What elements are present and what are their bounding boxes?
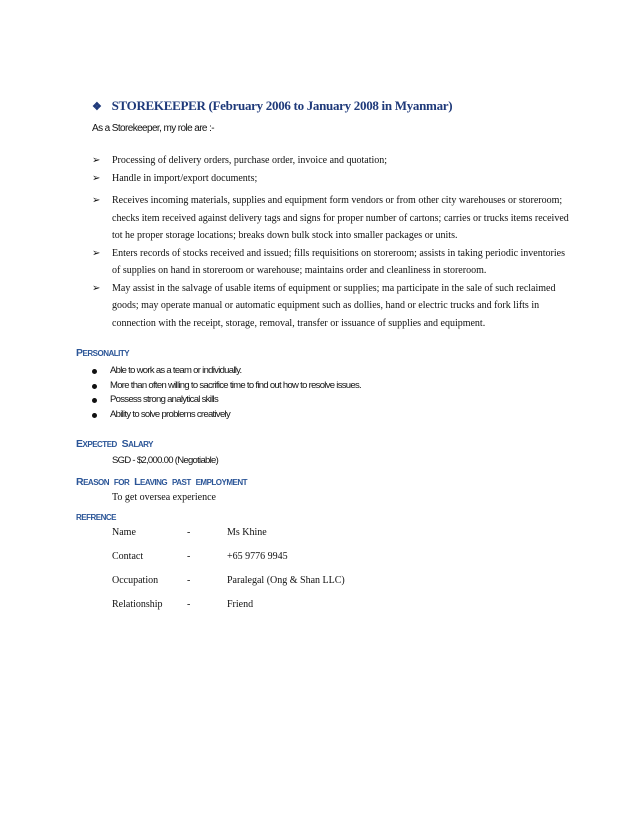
reason-value: To get oversea experience (112, 492, 216, 503)
list-item (92, 192, 572, 245)
reason-heading: REASON FOR LEAVING PAST EMPLOYMENT (76, 476, 248, 488)
reference-value: Ms Khine (227, 527, 267, 538)
duty-text: Handle in import/export documents; (112, 172, 258, 184)
arrowhead-bullet-icon: ➢ (92, 195, 101, 206)
list-item: Ability to solve problems creatively (92, 408, 361, 423)
reference-value: +65 9776 9945 (227, 551, 288, 562)
duty-text: May assist in the salvage of usable items of equipment or supplies; ma participate in the sale of such reclaimed goods; may operate manual or automatic equipment such as dollies, hand or electric trucks and fork lifts in connection with the receipt, storage, removal, transfer or issuance of supplies and equipment. (112, 282, 556, 329)
duties-list (92, 152, 572, 332)
reference-dash: - (187, 551, 191, 562)
personality-list (92, 364, 361, 422)
personality-heading: PERSONALITY (76, 347, 130, 359)
job-title (92, 98, 452, 114)
list-item: Possess strong analytical skills (92, 393, 361, 408)
reference-label: Occupation (112, 575, 159, 586)
reference-dash: - (187, 575, 191, 586)
job-title-text: STOREKEEPER (February 2006 to January 2008 in Myanmar) (111, 98, 453, 113)
dot-bullet-icon (92, 369, 97, 374)
reference-label: Relationship (112, 599, 163, 610)
reference-label: Name (112, 527, 136, 538)
role-intro: As a Storekeeper, my role are :- (92, 123, 214, 134)
reference-dash: - (187, 527, 191, 538)
list-item (92, 152, 572, 170)
dot-bullet-icon (92, 413, 97, 418)
list-item (92, 170, 572, 188)
reference-value: Paralegal (Ong & Shan LLC) (227, 575, 345, 586)
expected-salary-heading: EXPECTED SALARY (76, 438, 153, 450)
diamond-bullet-icon: ❖ (92, 101, 102, 113)
duty-text: Processing of delivery orders, purchase order, invoice and quotation; (112, 155, 388, 166)
list-item (92, 280, 572, 333)
arrowhead-bullet-icon: ➢ (92, 172, 101, 184)
reference-label: Contact (112, 551, 144, 562)
expected-salary-value: SGD - $2,000.00 (Negotiable) (112, 455, 219, 466)
arrowhead-bullet-icon: ➢ (92, 247, 101, 259)
dot-bullet-icon (92, 384, 97, 389)
duty-text: Receives incoming materials, supplies and equipment form vendors or from other city warehouses or storeroom; checks item received against delivery tags and signs for proper number of cartons; carries or trucks items received tot he proper storage locations; breaks down bulk stock into smaller packages or units. (112, 195, 569, 241)
list-item: More than often willing to sacrifice time to find out how to resolve issues. (92, 379, 361, 394)
dot-bullet-icon (92, 398, 97, 403)
reference-heading: REFRENCE (76, 513, 117, 522)
duty-text: Enters records of stocks received and issued; fills requisitions on storeroom; assists in taking periodic inventories of supplies on hand in storeroom or warehouse; maintains order and cleanliness in storeroom. (112, 247, 565, 276)
list-item (92, 245, 572, 280)
arrowhead-bullet-icon: ➢ (92, 282, 101, 294)
reference-dash: - (187, 599, 191, 610)
list-item: Able to work as a team or individually. (92, 364, 361, 379)
reference-value: Friend (227, 599, 254, 610)
arrowhead-bullet-icon: ➢ (92, 155, 101, 166)
